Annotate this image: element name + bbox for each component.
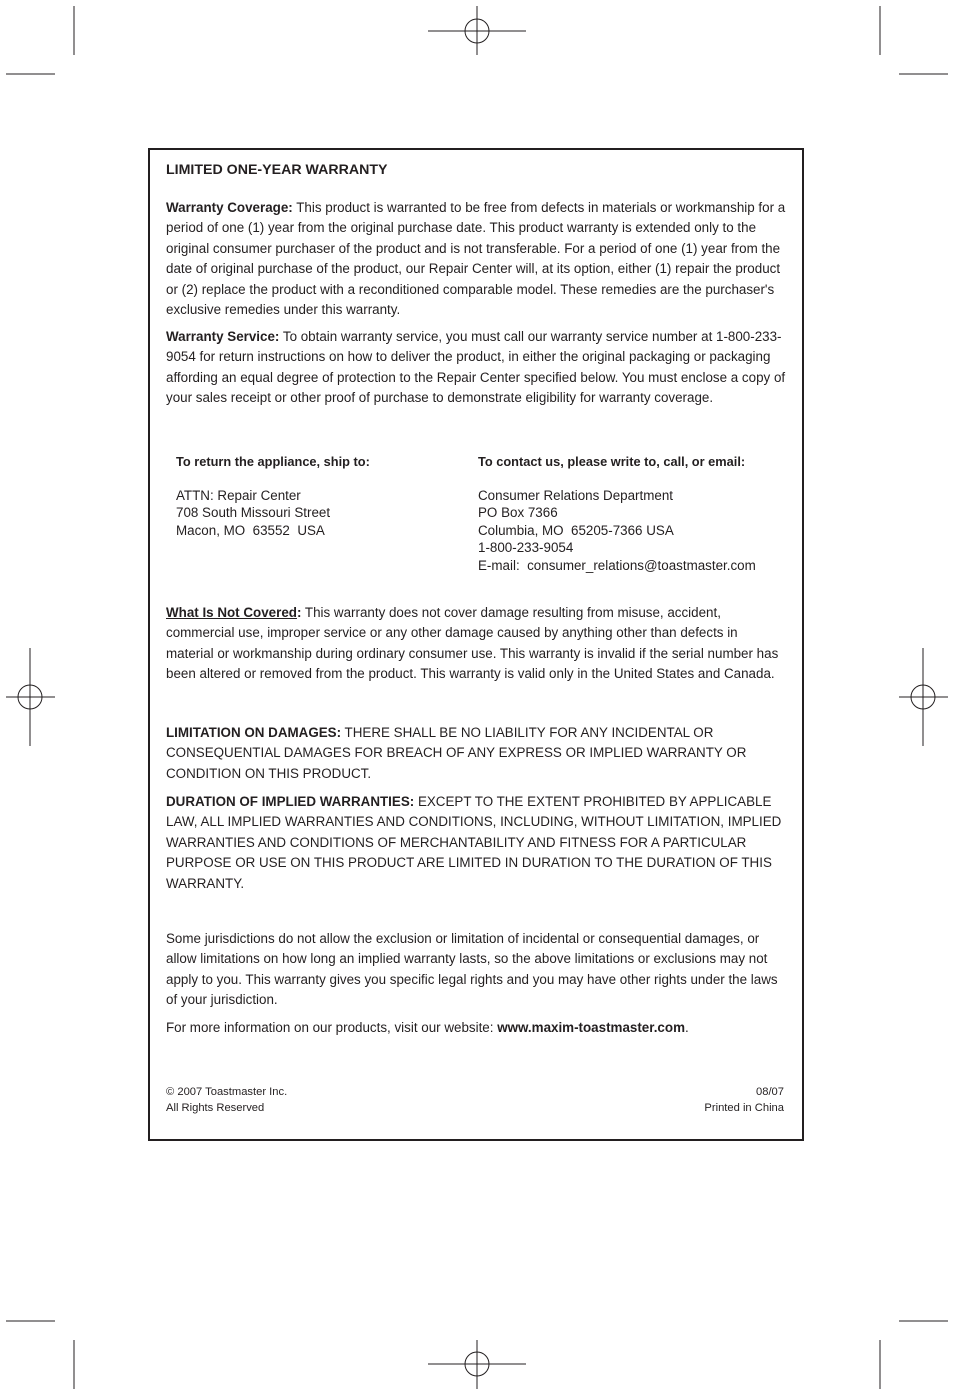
limitation-label: LIMITATION ON DAMAGES: [166, 725, 342, 740]
duration-label: DURATION OF IMPLIED WARRANTIES: [166, 794, 415, 809]
ship-to-block [176, 453, 370, 539]
duration-text: EXCEPT TO THE EXTENT PROHIBITED BY APPLICABLE LAW, ALL IMPLIED WARRANTIES AND CONDITIONS, INCLUDING, WITHOUT LIMITATION, IMPLIED WARRANTIES AND CONDITIONS OF MERCHANTABILITY AND FITNESS FOR A PARTICULAR PURPOSE OR USE ON THIS PRODUCT ARE LIMITED IN DURATION TO THE DURATION OF THIS WARRANTY. [166, 794, 782, 891]
website-link[interactable]: www.maxim-toastmaster.com [497, 1020, 685, 1035]
ship-line: ATTN: Repair Center [176, 487, 301, 503]
contact-email: E-mail: consumer_relations@toastmaster.com [478, 557, 756, 573]
more-info-paragraph [166, 1018, 786, 1038]
not-covered-label: What Is Not Covered [166, 605, 297, 620]
contact-block [478, 453, 756, 574]
ship-line: 708 South Missouri Street [176, 505, 331, 520]
footer-left [166, 1084, 287, 1116]
contact-line: PO Box 7366 [478, 505, 558, 520]
limitation-paragraph [166, 723, 786, 784]
contact-line: Columbia, MO 65205-7366 USA [478, 522, 674, 538]
not-covered-colon: : [296, 605, 302, 620]
duration-paragraph [166, 792, 786, 894]
contact-phone: 1-800-233-9054 [478, 540, 574, 555]
not-covered-text: This warranty does not cover damage resulting from misuse, accident, commercial use, improper service or any other damage caused by anything other than defects in material or workmanship during ordinary consumer use. This warranty is invalid if the serial number has been altered or removed from the product. This warranty is valid only in the United States and Canada. [166, 605, 779, 682]
contact-line: Consumer Relations Department [478, 487, 673, 503]
footer-right [704, 1084, 784, 1116]
print-date: 08/07 [756, 1086, 784, 1098]
printed-in: Printed in China [704, 1102, 784, 1114]
more-info-end: . [684, 1020, 689, 1035]
service-text: To obtain warranty service, you must call our warranty service number at 1-800-233-9054 for return instructions on how to deliver the product, in either the original packaging or packaging affording an equal degree of protection to the Repair Center specified below. You must enclose a copy of your sales receipt or other proof of purchase to demonstrate eligibility for warranty coverage. [166, 329, 786, 406]
service-label: Warranty Service: [166, 329, 280, 344]
coverage-label: Warranty Coverage: [166, 200, 293, 215]
limitation-text: THERE SHALL BE NO LIABILITY FOR ANY INCIDENTAL OR CONSEQUENTIAL DAMAGES FOR BREACH OF ANY EXPRESS OR IMPLIED WARRANTY OR CONDITION ON THIS PRODUCT. [166, 725, 747, 781]
jurisdictions-paragraph: Some jurisdictions do not allow the exclusion or limitation of incidental or consequential damages, or allow limitations on how long an implied warranty lasts, so the above limitations or exclusions may not apply to you. This warranty gives you specific legal rights and you may have other rights under the laws of your jurisdiction. [166, 931, 778, 1008]
more-info-text: For more information on our products, visit our website: [166, 1020, 498, 1035]
service-paragraph [166, 327, 786, 409]
coverage-text: This product is warranted to be free from defects in materials or workmanship for a period of one (1) year from the original purchase date. This product warranty is extended only to the original consumer purchaser of the product and is not transferable. For a period of one (1) year from the date of original purchase of the product, our Repair Center will, at its option, either (1) repair the product or (2) replace the product with a reconditioned comparable model. These remedies are the purchaser's exclusive remedies under this warranty. [166, 200, 786, 318]
ship-line: Macon, MO 63552 USA [176, 522, 325, 538]
coverage-paragraph [166, 198, 786, 320]
warranty-title: LIMITED ONE-YEAR WARRANTY [166, 162, 388, 178]
contact-heading: To contact us, please write to, call, or email: [478, 454, 746, 469]
not-covered-paragraph [166, 603, 786, 685]
ship-heading: To return the appliance, ship to: [176, 454, 370, 469]
rights-reserved: All Rights Reserved [166, 1102, 265, 1114]
copyright: © 2007 Toastmaster Inc. [166, 1086, 288, 1098]
